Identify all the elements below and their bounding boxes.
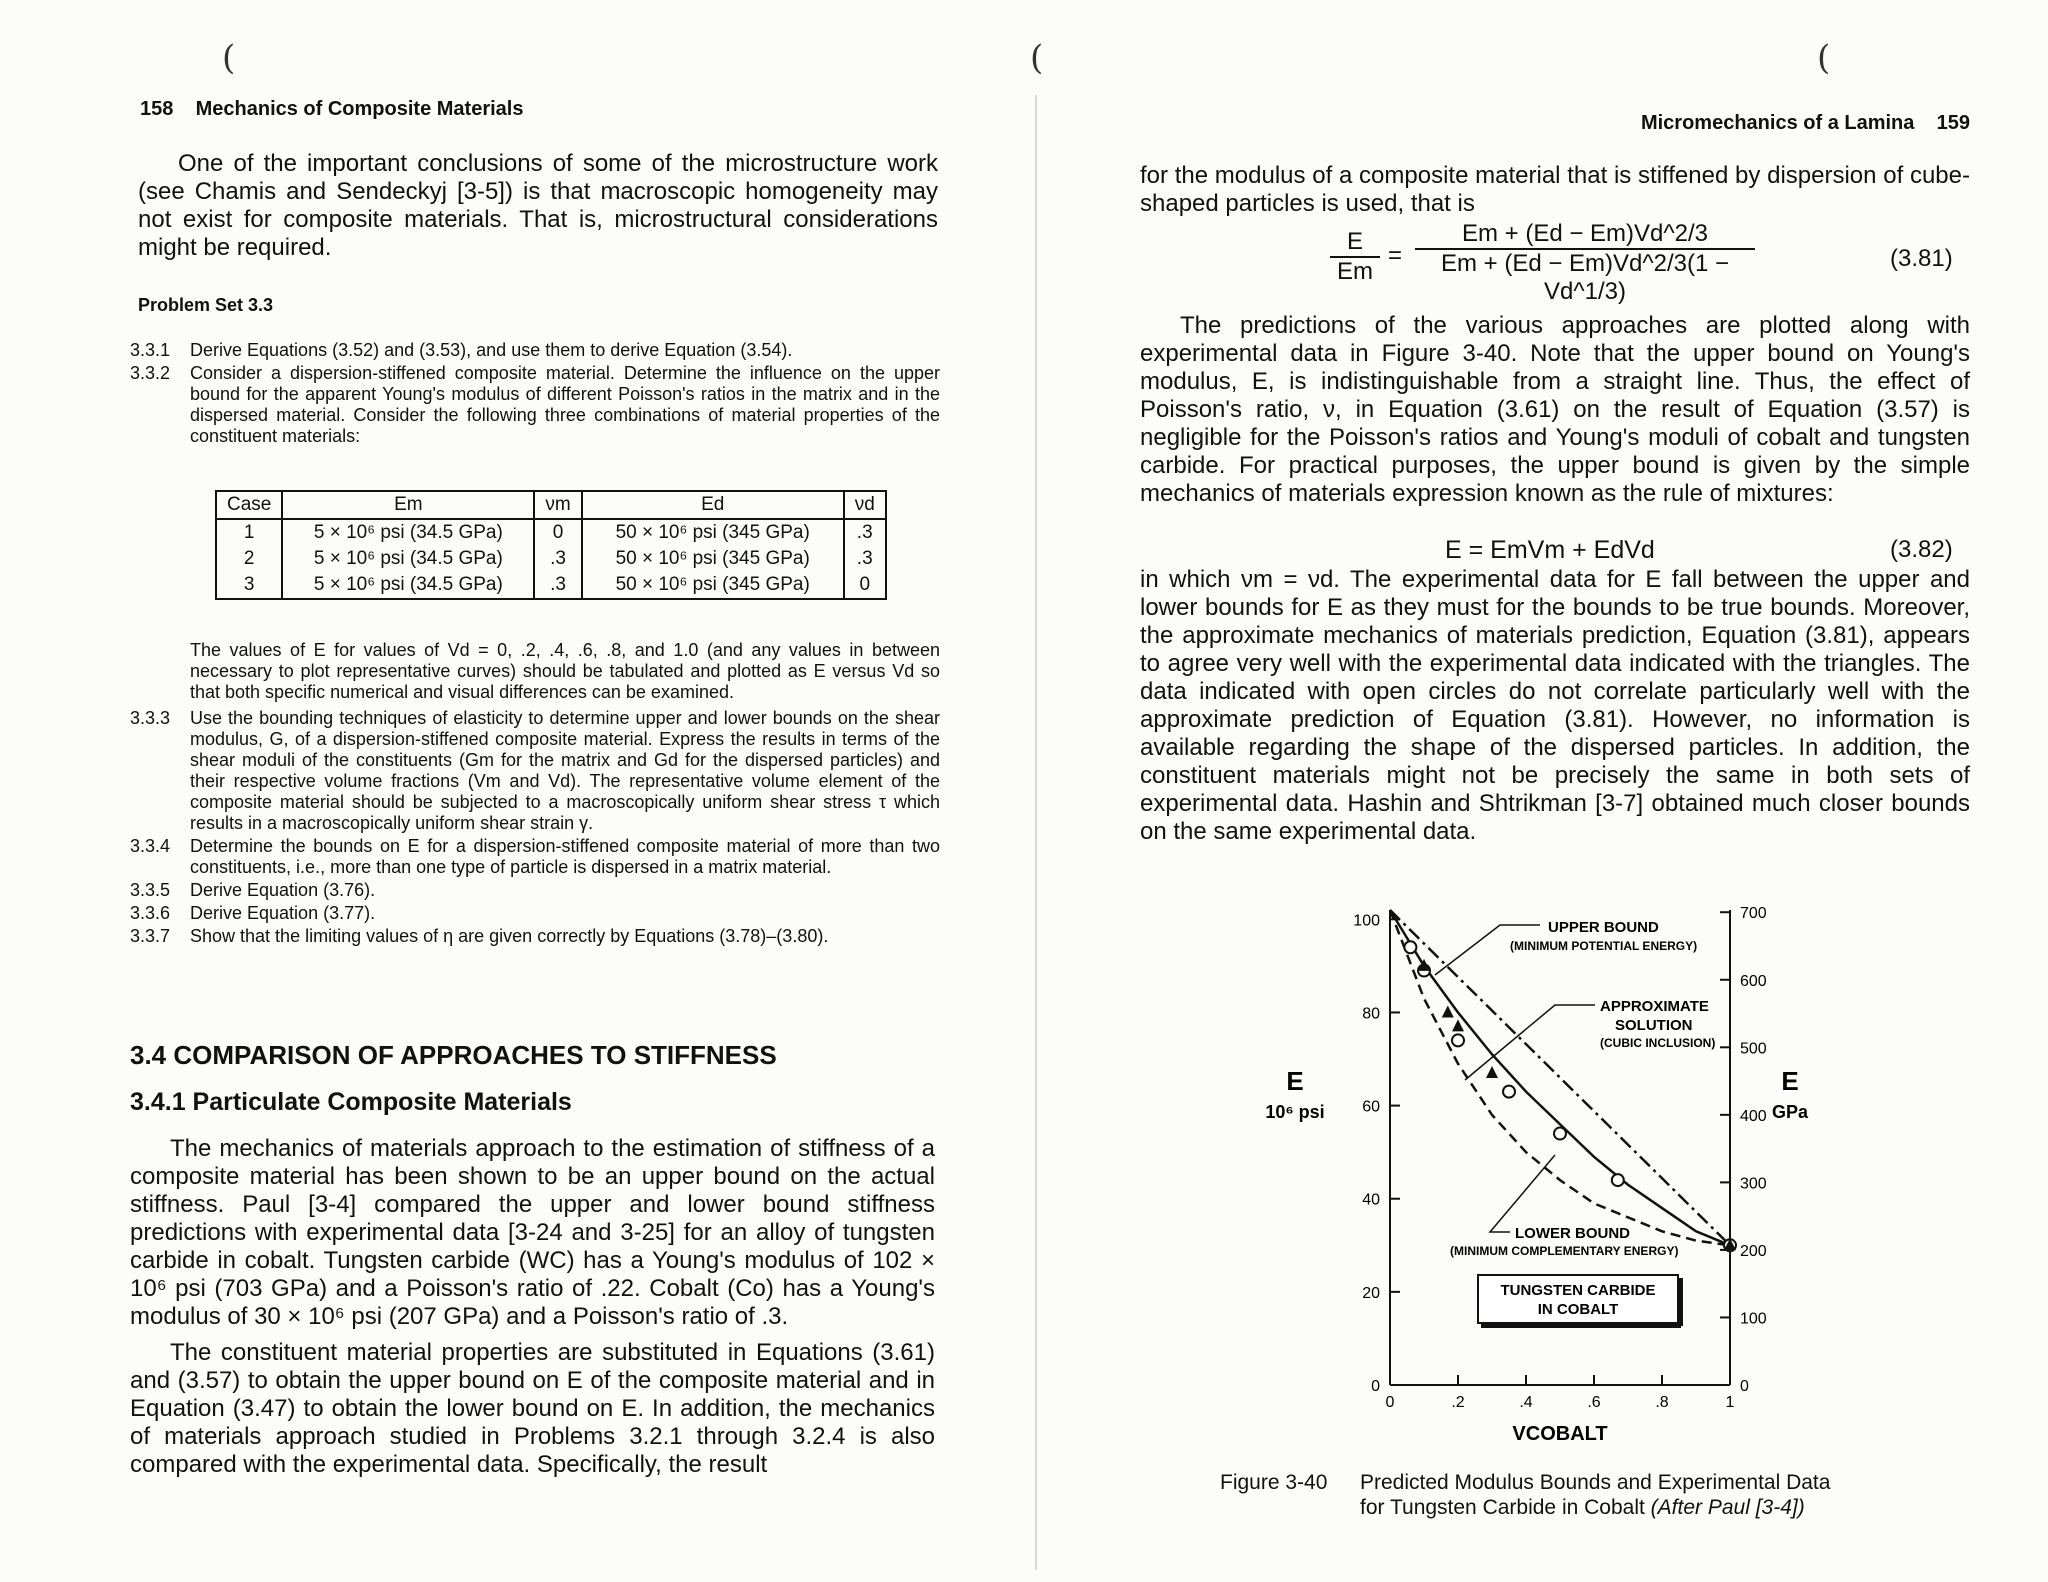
y-tick-label-left: 100 [1353,912,1380,930]
y-tick-label-right: 100 [1740,1310,1767,1328]
data-point-circle [1612,1174,1624,1186]
section-body [130,1135,935,1487]
right-para1-block [1140,162,1970,226]
approx-label-1: APPROXIMATE [1600,998,1709,1015]
x-tick-label: .8 [1655,1394,1669,1411]
x-axis-label: VCOBALT [1512,1423,1608,1445]
y-tick-label-right: 500 [1740,1040,1767,1058]
equation-label: (3.81) [1890,245,1953,272]
table-row: 3 5 × 10⁶ psi (34.5 GPa) .3 50 × 10⁶ psi (345 GPa) 0 [216,572,886,599]
x-tick-label: 1 [1725,1394,1735,1411]
lower-bound-label: LOWER BOUND [1515,1225,1630,1242]
intro-paragraph-block [138,150,938,270]
equation-3-81: E Em = $\frac{Em + (Ed - Em)Vd\^{}2/3}{Em + (Ed - Em)Vd\^{}2/3(1 - Vd\^{}1/3)}$ [1330,220,1890,300]
body-paragraph: in which νm = νd. The experimental data for E fall between the upper and lower bounds for E as they must for the bounds to be true bounds. Moreover, the approximate mechanics of materials prediction, Equation (3.81), appears to agree very well with the experimental data indicated with the triangles. The data indicated with open circles do not correlate particularly well with the approximate prediction of Equation (3.81). However, no information is available regarding the shape of the dispersed particles. In addition, the constituent materials might not be precisely the same in both sets of experimental data. Hashin and Shtrikman [3-7] obtained much closer bounds on the same experimental data. [1140,566,1970,845]
problem-list-2 [130,708,940,949]
x-tick-label: .2 [1451,1394,1465,1411]
problem-item: 3.3.1 Derive Equations (3.52) and (3.53), and use them to derive Equation (3.54). [130,340,793,360]
problem-item: 3.3.5 Derive Equation (3.76). [130,880,376,900]
after-table-text: The values of E for values of Vd = 0, .2, .4, .6, .8, and 1.0 (and any values in between necessary to plot representative curves) should be tabulated and plotted as E versus Vd so that both specific numerical and visual differences can be examined. [190,640,940,702]
approx-label-2: SOLUTION [1615,1017,1693,1034]
data-point-triangle [1452,1019,1464,1031]
x-tick-label: .6 [1587,1394,1601,1411]
y-tick-label-right: 300 [1740,1175,1767,1193]
y-axis-label-left: E [1286,1066,1304,1096]
left-running-title: Mechanics of Composite Materials [195,98,524,120]
upper-bound-label: UPPER BOUND [1548,919,1659,936]
y-axis-unit-left: 10⁶ psi [1265,1102,1325,1122]
y-axis-label-right: E [1781,1066,1799,1096]
problem-set-title: Problem Set 3.3 [138,295,274,315]
table-row: 1 5 × 10⁶ psi (34.5 GPa) 0 50 × 10⁶ psi (345 GPa) .3 [216,519,886,546]
right-page [1030,0,2048,1582]
table-header-row: Case Em νm Ed νd [216,491,886,519]
upper-bound-sublabel: (MINIMUM POTENTIAL ENERGY) [1510,939,1698,953]
right-running-header [1630,112,1970,135]
table-row: 2 5 × 10⁶ psi (34.5 GPa) .3 50 × 10⁶ psi (345 GPa) .3 [216,546,886,572]
eq-numerator: Em + (Ed − Em)Vd^2/3 [1461,220,1709,247]
y-tick-label-right: 600 [1740,972,1767,990]
right-para3-block [1140,566,1970,854]
problem-list-1 [130,340,940,449]
modulus-bounds-chart [1250,880,1810,1450]
body-paragraph: The constituent material properties are substituted in Equations (3.61) and (3.57) to obtain the upper bound on E of the composite material and in Equation (3.47) to obtain the lower bound on E. In addition, the mechanics of materials approach studied in Problems 3.2.1 through 3.2.4 is also compared with the experimental data. Specifically, the result [130,1339,935,1478]
y-tick-label-left: 60 [1362,1098,1380,1116]
problem-item: 3.3.3 Use the bounding techniques of elasticity to determine upper and lower bounds on the shear modulus, G, of a dispersion-stiffened composite material. Express the results in terms of the shear moduli of the constituents (Gm for the matrix and Gd for the dispersed particles) and their respective volume fractions (Vm and Vd). The representative volume element of the composite material should be subjected to a macroscopically uniform shear stress τ which results in a macroscopically uniform shear strain γ. [130,708,940,833]
y-tick-label-left: 0 [1371,1378,1380,1395]
approx-leader [1465,1005,1595,1080]
data-point-circle [1503,1086,1515,1098]
approx-sublabel: (CUBIC INCLUSION) [1600,1036,1716,1050]
y-tick-label-left: 80 [1362,1005,1380,1023]
material-label-2: IN COBALT [1537,1301,1619,1318]
data-point-circle [1554,1128,1566,1140]
y-tick-label-right: 400 [1740,1107,1767,1125]
data-point-circle [1452,1034,1464,1046]
left-page-number: 158 [140,98,174,120]
y-tick-label-left: 20 [1362,1284,1380,1302]
scan-mark: ( [222,38,236,78]
problem-item: 3.3.4 Determine the bounds on E for a dispersion-stiffened composite material of more than two constituents, i.e., more than one type of particle is dispersed in a matrix material. [130,836,940,877]
right-running-title: Micromechanics of a Lamina [1640,112,1915,134]
eq-denominator: Em + (Ed − Em)Vd^2/3(1 − Vd^1/3) [1415,248,1755,306]
subsection-heading: 3.4.1 Particulate Composite Materials [130,1088,572,1116]
lower-bound-sublabel: (MINIMUM COMPLEMENTARY ENERGY) [1450,1244,1679,1258]
data-point-circle [1404,941,1416,953]
y-tick-label-right: 0 [1740,1378,1749,1395]
series-line-dash-dot [1390,910,1730,1245]
problem-item: 3.3.2 Consider a dispersion-stiffened composite material. Determine the influence on the upper bound for the apparent Young's modulus of different Poisson's ratios in the matrix and in the dispersed material. Consider the following three combinations of material properties of the constituent materials: [130,363,940,446]
left-running-header [140,98,523,121]
y-axis-unit-right: GPa [1771,1102,1809,1122]
y-tick-label-right: 200 [1740,1242,1767,1260]
data-point-triangle [1486,1066,1498,1078]
intro-paragraph: One of the important conclusions of some of the microstructure work (see Chamis and Sendeckyj [3-5]) is that macroscopic homogeneity may not exist for composite materials. That is, microstructural considerations might be required. [138,150,938,261]
scan-mark: ( [1030,38,1044,78]
body-paragraph: The mechanics of materials approach to the estimation of stiffness of a composite material has been shown to be an upper bound on the actual stiffness. Paul [3-4] compared the upper and lower bound stiffness predictions with experimental data [3-24 and 3-25] for an alloy of tungsten carbide in cobalt. Tungsten carbide (WC) has a Young's modulus of 102 × 10⁶ psi (703 GPa) and a Poisson's ratio of .22. Cobalt (Co) has a Young's modulus of 30 × 10⁶ psi (207 GPa) and a Poisson's ratio of .3. [130,1135,935,1330]
lower-bound-leader [1490,1155,1555,1232]
material-label-1: TUNGSTEN CARBIDE [1500,1282,1656,1299]
right-page-number: 159 [1936,112,1970,134]
equation-3-82: E = EmVm + EdVd [1445,536,1655,564]
body-paragraph: The predictions of the various approaches are plotted along with experimental data in Figure 3-40. Note that the upper bound on Young's modulus, E, is indistinguishable from a straight line. Thus, the effect of Poisson's ratio, ν, in Equation (3.61) on the result of Equation (3.57) is negligible for the Poisson's ratios and Young's moduli of cobalt and tungsten carbide. For practical purposes, the upper bound is given by the simple mechanics of materials expression known as the rule of mixtures: [1140,312,1970,507]
material-properties-table [215,490,887,600]
equation-label: (3.82) [1890,536,1953,563]
data-point-triangle [1442,1005,1454,1017]
problem-item: 3.3.6 Derive Equation (3.77). [130,903,376,923]
scan-mark: ( [1817,38,1831,78]
body-paragraph: for the modulus of a composite material that is stiffened by dispersion of cube-shaped particles is used, that is [1140,162,1970,217]
y-tick-label-right: 700 [1740,905,1767,923]
problem-item: 3.3.7 Show that the limiting values of η are given correctly by Equations (3.78)–(3.80). [130,926,829,946]
y-tick-label-left: 40 [1362,1191,1380,1209]
x-tick-label: .4 [1519,1394,1533,1411]
x-tick-label: 0 [1385,1394,1395,1411]
figure-caption-label: Figure 3-40 [1220,1471,1328,1494]
right-para2-block [1140,312,1970,516]
section-heading: 3.4 COMPARISON OF APPROACHES TO STIFFNESS [130,1040,777,1070]
figure-caption: Predicted Modulus Bounds and Experimental Data for Tungsten Carbide in Cobalt (After Paul [3-4]) [1360,1471,1831,1519]
